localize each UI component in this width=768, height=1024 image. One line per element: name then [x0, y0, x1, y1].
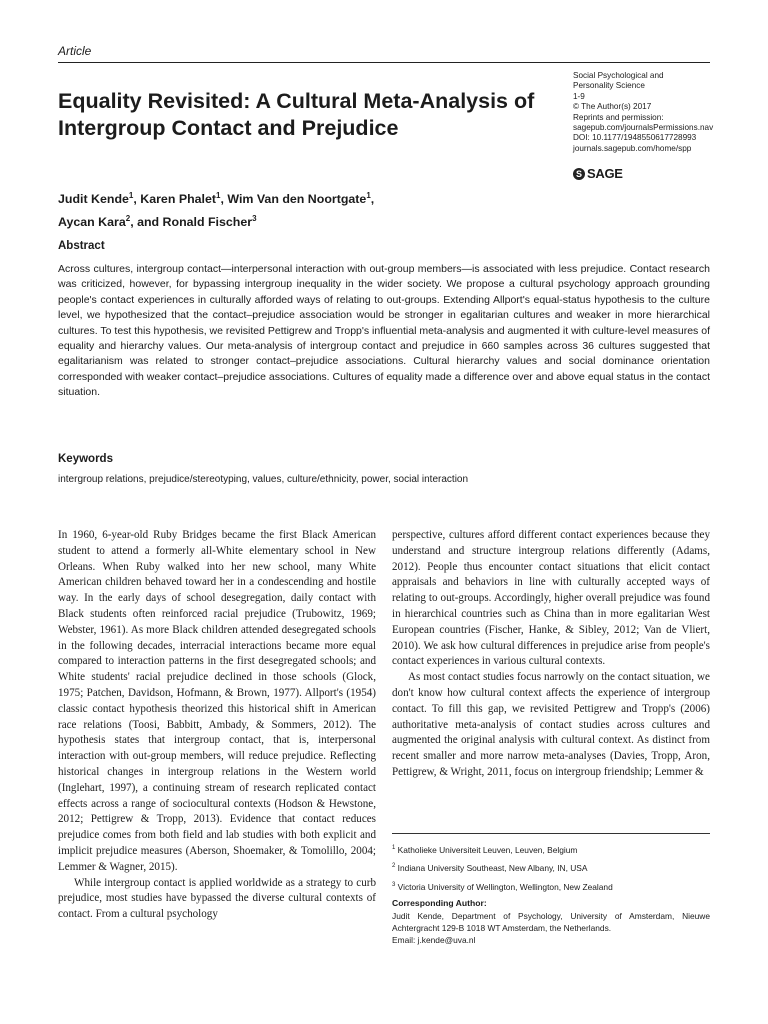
body-column-left: [58, 528, 376, 923]
article-type-label: Article: [58, 44, 92, 58]
journal-info-line: sagepub.com/journalsPermissions.nav: [573, 123, 714, 133]
author-separator: ,: [220, 192, 228, 207]
body-paragraph: While intergroup contact is applied worldwide as a strategy to curb prejudice, most studies have bypassed the diverse cultural contexts of contact. From a cultural psychology: [58, 876, 376, 921]
affiliation-text: Indiana University Southeast, New Albany, IN, USA: [397, 863, 588, 874]
body-paragraph: perspective, cultures afford different contact experiences because they understand and structure intergroup relations differently (Adams, 2012). People thus encounter contact situations that elicit contact appraisals and behaviors in line with culturally accepted ways of relating to out-groups. Accordingly, higher overall prejudice was found in hierarchical countries such as China than in more egalitarian West European countries (Fischer, Hanke, & Sibley, 2012; Van de Vliert, 2010). We ask how cultural differences in prejudice arise from people's contact experiences in various cultural contexts.: [392, 529, 710, 668]
journal-info-line: Personality Science: [573, 81, 645, 91]
author-affiliation-number: 3: [252, 214, 257, 224]
keywords-text: intergroup relations, prejudice/stereotyping, values, culture/ethnicity, power, social interaction: [58, 474, 469, 485]
journal-info-line: DOI: 10.1177/1948550617728993: [573, 133, 697, 143]
sage-logo: [573, 166, 623, 181]
abstract-text: Across cultures, intergroup contact—interpersonal interaction with out-group members—is associated with less prejudice. Contact research was criticized, however, for bypassing intergroup inequality in the wider society. We propose a cultural psychology approach grounding people's contact experiences in culturally afforded ways of relating to out-groups. Extending Allport's equal-status hypothesis to the culture level, we hypothesized that the contact–prejudice association would be stronger in egalitarian cultures and weaker in more hierarchical cultures. To test this hypothesis, we revisited Pettigrew and Tropp's influential meta-analysis and augmented it with culture-level measures of equality and hierarchy values. Our meta-analysis of intergroup contact and prejudice in 660 samples across 36 cultures suggested that egalitarianism was related to stronger contact–prejudice associations. Cultural hierarchy values and social dominance orientation corresponded with weaker contact–prejudice associations. Cultures of equality made a difference over and above equal status in the contact situation.: [58, 263, 710, 399]
affiliation-item: [392, 877, 710, 895]
author-affiliation-number: 1: [128, 191, 134, 200]
author-name: Wim Van den Noortgate: [227, 192, 367, 207]
journal-info: [573, 71, 733, 154]
affiliations: [392, 840, 710, 895]
affiliation-item: [392, 840, 710, 858]
header-rule: [58, 62, 710, 63]
keywords-heading: Keywords: [58, 453, 113, 465]
corresponding-author-address: Judit Kende, Department of Psychology, University of Amsterdam, Nieuwe Achtergracht 129-B 1018 WT Amsterdam, the Netherlands.: [392, 911, 710, 933]
author-affiliation-number: 2: [125, 214, 131, 224]
journal-info-line: © The Author(s) 2017: [573, 102, 652, 112]
corresponding-author-details: [392, 910, 710, 946]
affiliation-item: [392, 858, 710, 876]
body-column-right: [392, 528, 710, 818]
body-paragraph: As most contact studies focus narrowly on the contact situation, we don't know how cultural context affects the experience of intergroup contact. To fill this gap, we revisited Pettigrew and Tropp's (2006) authoritative meta-analysis of contact studies across cultures and augmented the original analysis with cultural context. As distinct from recent smaller and more narrow meta-analyses (Davies, Tropp, Aron, Pettigrew, & Wright, 2011, focus on intergroup friendship; Lemmer &: [392, 671, 710, 778]
author-separator: ,: [370, 192, 375, 207]
sage-logo-mark: S: [573, 168, 585, 180]
journal-info-line: Social Psychological and: [573, 71, 664, 80]
journal-info-line: journals.sagepub.com/home/spp: [573, 143, 692, 153]
affiliation-number: 3: [392, 881, 396, 888]
author-name: Karen Phalet: [140, 192, 217, 207]
author-name: Aycan Kara: [58, 215, 126, 230]
body-paragraph: In 1960, 6-year-old Ruby Bridges became the first Black American student to attend a formerly all-White elementary school in New Orleans. When Ruby walked into her new school, many White American children behaved toward her in a condescending and hostile way. In the early days of school desegregation, daily contact with Black students often reinforced racial prejudice (Trubowitz, 1969; Webster, 1961). As more Black children attended desegregated schools in the following decades, interracial interactions became more equal compared to interaction patterns in the first desegregated schools; and White students' racial prejudice declined in those schools (Glock, 1975; Patchen, Davidson, Hofmann, & Brown, 1977). Allport's (1954) classic contact hypothesis theorized this historical shift in American race relations (Toosi, Babbitt, Ambady, & Sommers, 2012). The hypothesis states that intergroup contact, that is, interpersonal interaction with out-group members, will reduce prejudice. Reflecting historical changes in intergroup relations in the Western world (Inglehart, 1997), a continuing stream of research replicated contact effects across a range of sociocultural contexts (Hodson & Hewstone, 2012; Pettigrew & Tropp, 2013). Evidence that contact reduces prejudice comes from both field and lab studies with both explicit and implicit prejudice measures (Aberson, Shoemaker, & Tomolillo, 2004; Lemmer & Wagner, 2015).: [58, 529, 376, 873]
author-separator: , and: [130, 215, 163, 230]
corresponding-author-email: Email: j.kende@uva.nl: [392, 935, 476, 945]
journal-info-line: 1-9: [573, 91, 585, 101]
affiliation-text: Victoria University of Wellington, Wellington, New Zealand: [397, 881, 613, 892]
footnote-rule: [392, 833, 710, 834]
author-separator: ,: [133, 192, 141, 207]
author-affiliation-number: 1: [216, 191, 221, 200]
affiliation-number: 1: [392, 845, 396, 851]
author-name: Judit Kende: [58, 192, 129, 207]
corresponding-author-heading: Corresponding Author:: [392, 898, 487, 908]
affiliation-number: 2: [392, 863, 396, 870]
journal-info-line: Reprints and permission:: [573, 112, 664, 122]
author-name: Ronald Fischer: [162, 215, 253, 230]
author-affiliation-number: 1: [366, 191, 371, 200]
sage-logo-text: SAGE: [587, 166, 623, 181]
paper-title: Equality Revisited: A Cultural Meta-Analysis of Intergroup Contact and Prejudice: [58, 89, 535, 140]
author-list: [58, 186, 558, 232]
abstract-heading: Abstract: [58, 240, 105, 252]
affiliation-text: Katholieke Universiteit Leuven, Leuven, Belgium: [397, 844, 578, 855]
